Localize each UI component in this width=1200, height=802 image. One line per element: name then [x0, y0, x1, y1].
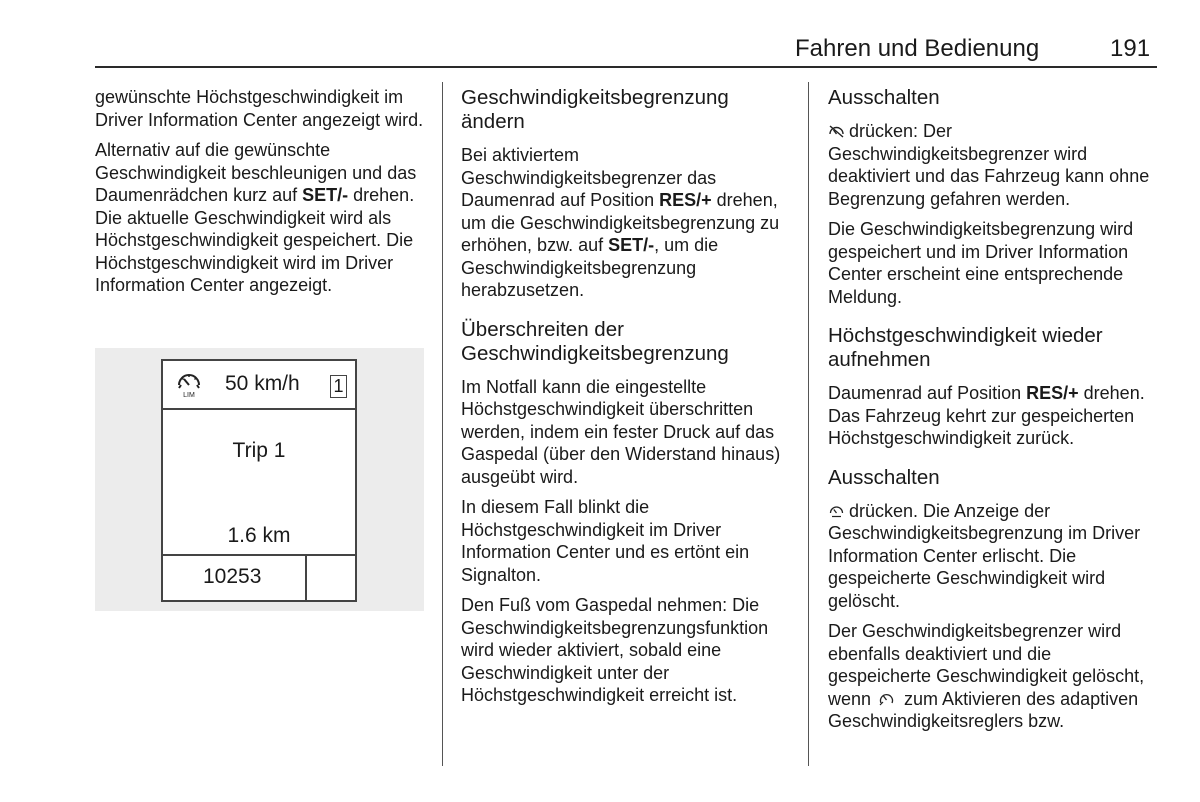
driver-information-center-figure — [95, 348, 424, 611]
display-status-row — [163, 361, 355, 410]
section-heading: Ausschalten — [828, 86, 940, 109]
odometer-value: 10253 — [203, 565, 262, 588]
paragraph: drücken. Die Anzeige der Geschwindigkeitsbegrenzung im Driver Information Center erlischt. Die gespeicherte Geschwindigkeit wird gelöscht. — [828, 500, 1141, 611]
column-1 — [95, 86, 427, 305]
page-header-title: Fahren und Bedienung — [795, 35, 1040, 62]
speed-limiter-icon — [175, 369, 203, 399]
section-heading: Überschreiten der Geschwindigkeitsbegrenzung — [461, 317, 729, 365]
speed-limit-value: 50 km/h — [225, 372, 300, 395]
paragraph: Die Geschwindigkeitsbegrenzung wird gespeichert und im Driver Information Center erscheint eine entsprechende Meldung. — [828, 219, 1134, 307]
page-indicator: 1 — [330, 375, 347, 398]
paragraph: Daumenrad auf Position RES/+ drehen. Das Fahrzeug kehrt zur gespeicherten Höchstgeschwindigkeit zurück. — [828, 383, 1145, 448]
paragraph: Bei aktiviertem Geschwindigkeitsbegrenzer das Daumenrad auf Position RES/+ drehen, um die Geschwindigkeitsbegrenzung zu erhöhen, bzw. auf SET/-, um die Geschwindigkeitsbegrenzung herabzusetzen. — [461, 145, 780, 300]
odometer-row — [163, 554, 355, 600]
speed-limiter-icon — [828, 503, 845, 519]
section-heading: Ausschalten — [828, 465, 940, 489]
trip-distance: 1.6 km — [227, 524, 291, 547]
column-divider-right — [808, 82, 809, 766]
section-heading: Höchstgeschwindigkeit wieder aufnehmen — [828, 324, 1103, 371]
paragraph: gewünschte Höchstgeschwindigkeit im Driver Information Center angezeigt wird. — [95, 87, 424, 130]
column-3 — [828, 86, 1158, 741]
odometer-divider — [305, 556, 307, 600]
paragraph: drücken: Der Geschwindigkeitsbegrenzer wird deaktiviert und das Fahrzeug kann ohne Begrenzung gefahren werden. — [828, 121, 1150, 209]
paragraph: Im Notfall kann die eingestellte Höchstgeschwindigkeit überschritten werden, indem ein fester Druck auf das Gaspedal (über den Widerstand hinaus) ausgeübt wird. — [461, 376, 781, 487]
display-frame — [161, 359, 357, 602]
paragraph: Der Geschwindigkeitsbegrenzer wird ebenfalls deaktiviert und die gespeicherte Geschwindigkeit gelöscht, wenn zum Aktivieren des adaptiven Geschwindigkeitsreglers bzw. — [828, 621, 1145, 731]
svg-text:LIM: LIM — [183, 392, 195, 399]
section-heading: Geschwindigkeitsbegrenzung ändern — [461, 86, 729, 133]
paragraph: Den Fuß vom Gaspedal nehmen: Die Geschwindigkeitsbegrenzungsfunktion wird wieder aktiviert, sobald eine Geschwindigkeit unter der Höchstgeschwindigkeit erreicht ist. — [461, 595, 769, 705]
trip-label: Trip 1 — [232, 439, 286, 462]
column-divider-left — [442, 82, 443, 766]
adaptive-cruise-icon — [878, 691, 895, 707]
column-2 — [461, 86, 791, 715]
speed-limiter-off-icon — [828, 123, 845, 139]
paragraph: Alternativ auf die gewünschte Geschwindigkeit beschleunigen und das Daumenrädchen kurz auf SET/- drehen. Die aktuelle Geschwindigkeit wird als Höchstgeschwindigkeit gespeichert. Die Höchstgeschwindigkeit wird im Driver Information Center angezeigt. — [95, 140, 417, 295]
header-rule — [95, 66, 1157, 68]
page-number: 191 — [1110, 35, 1151, 62]
paragraph: In diesem Fall blinkt die Höchstgeschwindigkeit im Driver Information Center und es ertönt ein Signalton. — [461, 497, 750, 585]
